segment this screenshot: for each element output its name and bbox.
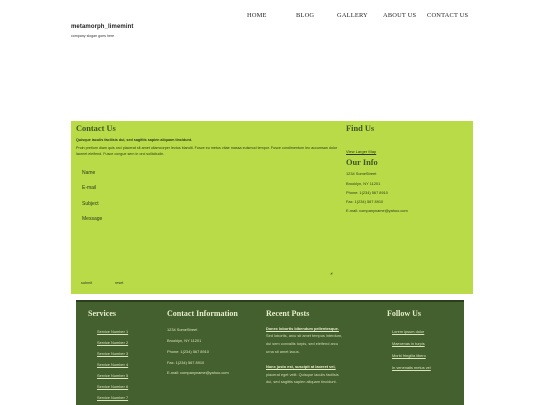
recent-posts-title: Recent Posts [266,309,310,318]
message-field[interactable]: Message [82,216,103,222]
post-text: Sed lobortis, arcu sit amet tempus interdum, [266,333,343,338]
follow-link[interactable]: Morbi fringilla libero [392,353,426,358]
post-text: dui sem convallis turpis, sed eleifend arcu [266,341,339,346]
footer-address: 1234 SomeStreet [167,327,198,332]
view-larger-map-link[interactable]: View Larger Map [346,149,377,154]
post-text: placerat eget velit. Quisque iaculis facilisis [266,372,339,377]
info-address: 1234 SomeStreet [346,171,377,176]
service-link[interactable]: Service Number 4 [97,362,129,367]
footer-phone: Phone: 1(234) 567 8910 [167,349,209,354]
service-link[interactable]: Service Number 2 [97,340,129,345]
submit-button[interactable]: submit [81,281,93,285]
follow-link[interactable]: Maecenas in turpis [392,341,425,346]
info-fax: Fax: 1(234) 567 8910 [346,199,384,204]
service-link[interactable]: Service Number 1 [97,329,129,334]
post-title[interactable]: Nunc justo est, suscipit at laoreet vel, [266,364,336,369]
services-title: Services [88,309,116,318]
info-city: Brooklyn, NY 11201 [346,181,381,186]
find-us-title: Find Us [346,124,375,133]
nav-gallery[interactable]: GALLERY [337,12,368,19]
nav-contact-us[interactable]: CONTACT US [427,12,469,19]
info-email: E-mail: companyname@yahoo.com [346,208,408,213]
email-field[interactable]: E-mail [82,185,97,191]
service-link[interactable]: Service Number 5 [97,373,129,378]
our-info-title: Our Info [346,158,378,167]
footer-fax: Fax: 1(234) 567 8910 [167,360,205,365]
footer-email: E-mail: companyname@yahoo.com [167,370,229,375]
contact-information-title: Contact Information [167,309,238,318]
reset-button[interactable]: reset [115,281,124,285]
footer-city: Brooklyn, NY 11201 [167,338,202,343]
logo[interactable] [71,24,133,38]
logo-title: metamorph_limemint [71,24,134,30]
logo-slogan: company slogan goes here [71,34,115,38]
post-text: urna sit amet lacus. [266,349,300,354]
contact-intro-bold: Quisque iaculis facilisis dui, sed sagittis sapien aliquam tincidunt. [76,138,192,142]
nav-about-us[interactable]: ABOUT US [383,12,417,19]
post-title[interactable]: Donec lobortis bibendum pellentesque. [266,326,339,331]
main-nav [0,12,540,22]
follow-link[interactable]: In venenatis metus vel [392,365,431,370]
name-field[interactable]: Name [82,170,96,176]
contact-intro: Proin pretium diam quis orci placerat sit amet ullamcorper lectus blandit. Fusce eu metus vitae massa euismod tempor. Fusce condimentum leo accumsan dolor laoreet eleifend. Fusce congue sem in orci sollicitudin. [76,146,338,156]
footer [76,300,464,405]
post-text: dui, sed sagittis sapien aliquam tincidunt. [266,379,337,384]
follow-us-title: Follow Us [387,309,421,318]
contact-title: Contact Us [76,124,116,133]
subject-field[interactable]: Subject [82,201,99,207]
service-link[interactable]: Service Number 7 [97,395,129,400]
nav-blog[interactable]: BLOG [296,12,315,19]
contact-section [71,121,473,294]
service-link[interactable]: Service Number 6 [97,384,129,389]
info-phone: Phone: 1(234) 567 8910 [346,190,388,195]
nav-home[interactable]: HOME [247,12,267,19]
service-link[interactable]: Service Number 3 [97,351,129,356]
textarea-resize-handle[interactable]: ◢ [330,271,333,275]
follow-link[interactable]: Lorem ipsum dolor [392,329,425,334]
